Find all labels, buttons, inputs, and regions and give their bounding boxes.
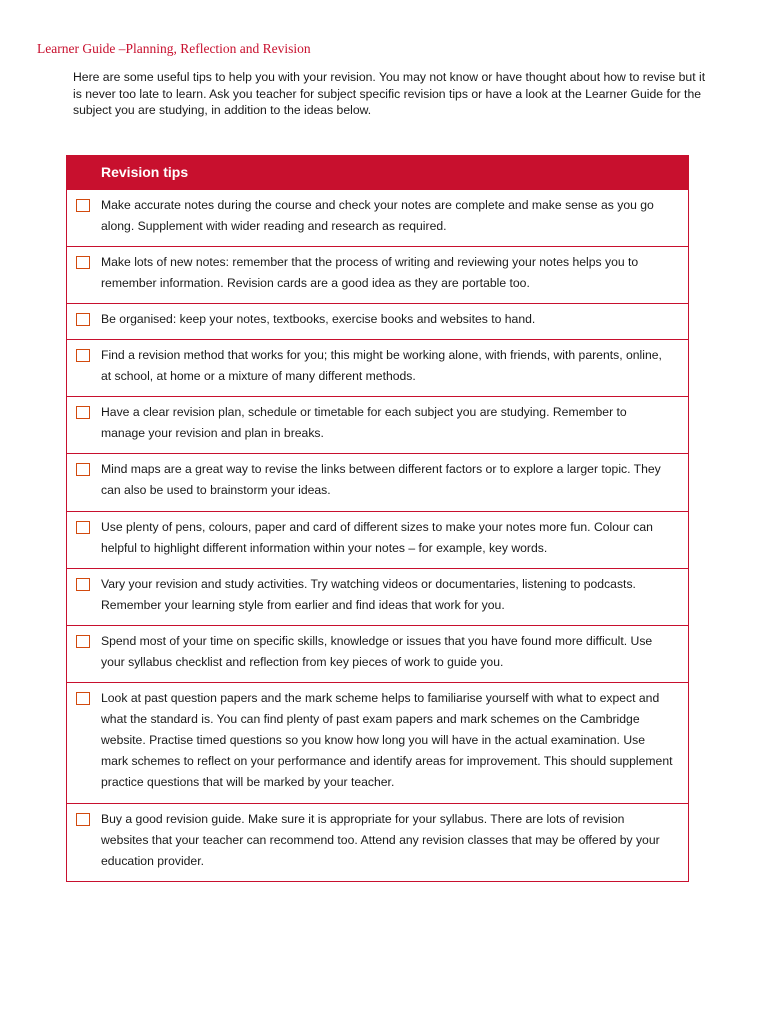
tip-row: [67, 625, 688, 682]
tip-row: [67, 568, 688, 625]
revision-tips-heading: Revision tips: [67, 156, 688, 189]
tip-row: [67, 396, 688, 453]
tip-row: [67, 189, 688, 246]
tip-text: Find a revision method that works for you; this might be working alone, with friends, with parents, online, at school, at home or a mixture of many different methods.: [101, 348, 662, 383]
revision-tips-table: [66, 155, 689, 882]
tip-text: Be organised: keep your notes, textbooks, exercise books and websites to hand.: [101, 312, 536, 326]
tip-text: Make lots of new notes: remember that the process of writing and reviewing your notes helps you to remember information. Revision cards are a good idea as they are portable too.: [101, 255, 639, 290]
tip-row: [67, 246, 688, 303]
checkbox-icon[interactable]: [76, 406, 90, 419]
tip-text: Have a clear revision plan, schedule or timetable for each subject you are studying. Remember to manage your revision and plan in breaks.: [101, 405, 627, 440]
checkbox-icon[interactable]: [76, 349, 90, 362]
tip-row: [67, 682, 688, 803]
page-header-title: Learner Guide –Planning, Reflection and Revision: [37, 41, 311, 56]
tip-row: [67, 339, 688, 396]
checkbox-icon[interactable]: [76, 578, 90, 591]
tip-row: [67, 803, 688, 881]
tip-text: Vary your revision and study activities. Try watching videos or documentaries, listening to podcasts. Remember your learning style from earlier and find ideas that work for you.: [101, 577, 636, 612]
checkbox-icon[interactable]: [76, 463, 90, 476]
tip-row: [67, 453, 688, 511]
tip-text: Spend most of your time on specific skills, knowledge or issues that you have found more difficult. Use your syllabus checklist and reflection from key pieces of work to guide you.: [101, 634, 653, 669]
checkbox-icon[interactable]: [76, 256, 90, 269]
tip-text: Look at past question papers and the mark scheme helps to familiarise yourself with what to expect and what the standard is. You can find plenty of past exam papers and mark schemes on the Cambridge website. Practise timed questions so you know how long you will have in the actual examination. Use mark schemes to reflect on your performance and identify areas for improvement. This should supplement practice questions that will be marked by your teacher.: [101, 691, 673, 789]
tip-row: [67, 303, 688, 339]
tip-text: Use plenty of pens, colours, paper and card of different sizes to make your notes more fun. Colour can helpful to highlight different information within your notes – for example, key words.: [101, 520, 653, 555]
checkbox-icon[interactable]: [76, 692, 90, 705]
checkbox-icon[interactable]: [76, 199, 90, 212]
tip-text: Make accurate notes during the course and check your notes are complete and make sense as you go along. Supplement with wider reading and research as required.: [101, 198, 654, 233]
tip-text: Mind maps are a great way to revise the links between different factors or to explore a larger topic. They can also be used to brainstorm your ideas.: [101, 462, 661, 497]
tip-row: [67, 511, 688, 568]
intro-paragraph: Here are some useful tips to help you with your revision. You may not know or have thought about how to revise but it is never too late to learn. Ask you teacher for subject specific revision tips or have a look at the Learner Guide for the subject you are studying, in addition to the ideas below.: [73, 70, 706, 117]
tip-text: Buy a good revision guide. Make sure it is appropriate for your syllabus. There are lots of revision websites that your teacher can recommend too. Attend any revision classes that may be offered by your education provider.: [101, 812, 660, 868]
checkbox-icon[interactable]: [76, 521, 90, 534]
checkbox-icon[interactable]: [76, 635, 90, 648]
checkbox-icon[interactable]: [76, 813, 90, 826]
checkbox-icon[interactable]: [76, 313, 90, 326]
